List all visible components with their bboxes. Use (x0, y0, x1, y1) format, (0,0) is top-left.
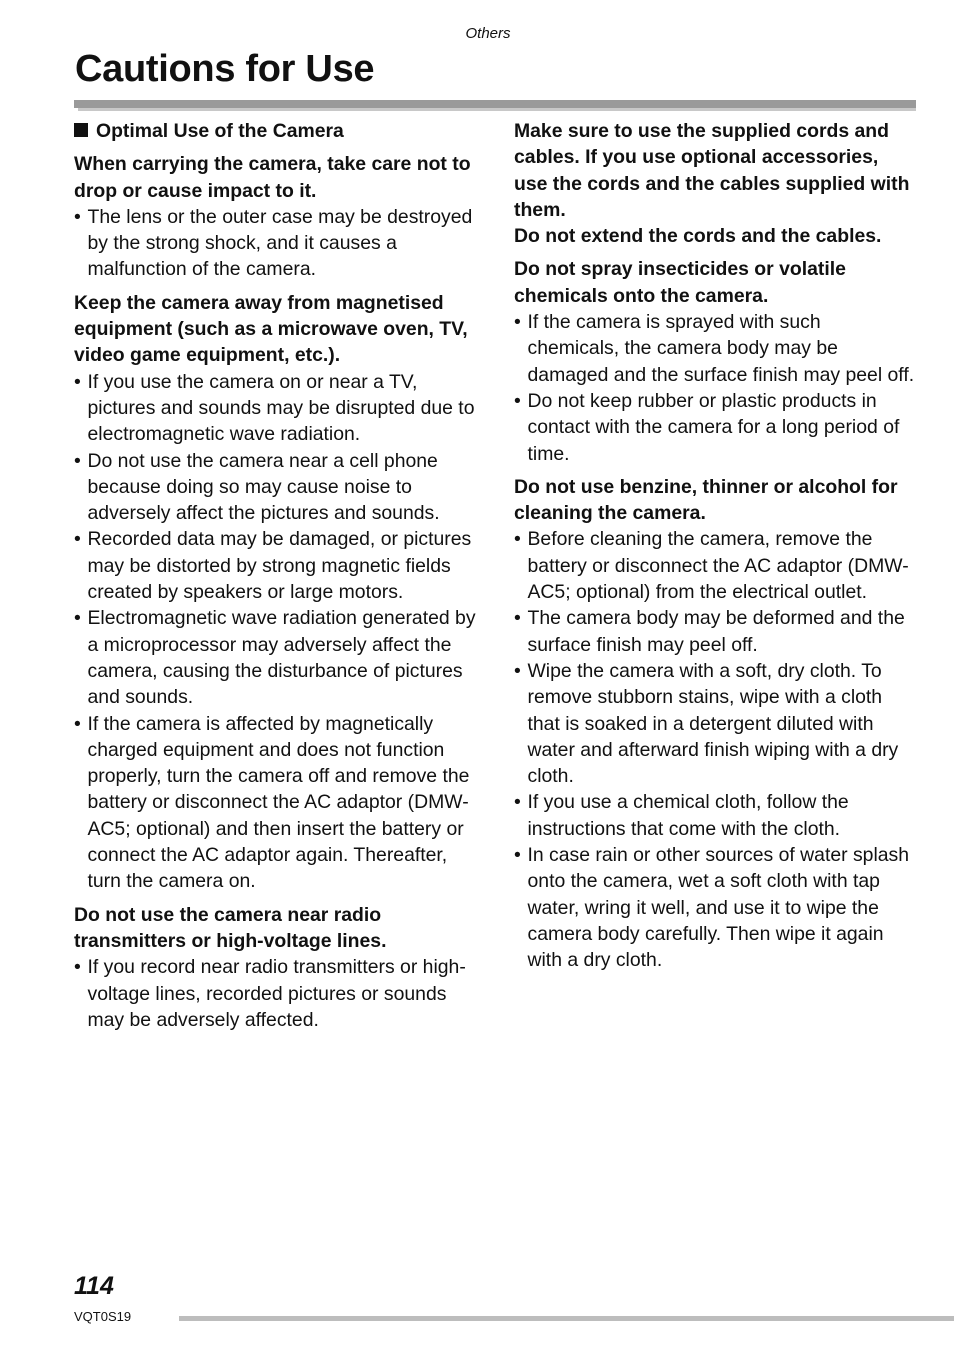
page-number: 114 (74, 1272, 114, 1300)
bullet-item: • Recorded data may be damaged, or pictures may be distorted by strong magnetic fields created by speakers or large motors. (74, 526, 476, 605)
bullet-item: • Electromagnetic wave radiation generated by a microprocessor may adversely affect the camera, causing the disturbance of pictures and sounds. (74, 605, 476, 710)
caution-heading: Make sure to use the supplied cords and cables. If you use optional accessories, use the cords and the cables supplied with them. (514, 120, 910, 221)
footer-rule (179, 1316, 954, 1321)
caution-heading: When carrying the camera, take care not to drop or cause impact to it. (74, 153, 471, 202)
bullet-item: • If you record near radio transmitters or high-voltage lines, recorded pictures or sounds may be adversely affected. (74, 954, 476, 1033)
caution-heading: Do not extend the cords and the cables. (514, 225, 882, 248)
caution-block (514, 474, 916, 974)
caution-block (514, 256, 916, 466)
bullet-item: • Do not use the camera near a cell phone because doing so may cause noise to adversely affect the pictures and sounds. (74, 448, 476, 527)
section-heading-text: Optimal Use of the Camera (96, 120, 344, 142)
bullet-item: • The camera body may be deformed and the surface finish may peel off. (514, 605, 916, 658)
bullet-item: • If the camera is sprayed with such chemicals, the camera body may be damaged and the surface finish may peel off. (514, 309, 916, 388)
left-column (74, 118, 476, 1040)
bullet-item: • If the camera is affected by magnetically charged equipment and does not function properly, turn the camera off and remove the battery or disconnect the AC adaptor (DMW-AC5; optional) and then insert the battery or connect the AC adaptor again. Thereafter, turn the camera on. (74, 711, 476, 895)
caution-block (74, 290, 476, 895)
bullet-item: • If you use the camera on or near a TV, pictures and sounds may be disrupted due to electromagnetic wave radiation. (74, 369, 476, 448)
caution-heading: Do not use the camera near radio transmitters or high-voltage lines. (74, 903, 387, 952)
title-rule (74, 100, 916, 112)
section-label: Others (465, 25, 511, 42)
caution-block (74, 902, 476, 1033)
caution-heading: Do not spray insecticides or volatile chemicals onto the camera. (514, 258, 846, 307)
caution-block (74, 151, 476, 282)
section-heading (74, 118, 476, 144)
page-title: Cautions for Use (75, 48, 375, 90)
document-code: VQT0S19 (74, 1309, 132, 1324)
bullet-item: • Wipe the camera with a soft, dry cloth. To remove stubborn stains, wipe with a cloth that is soaked in a detergent diluted with water and afterward finish wiping with a dry cloth. (514, 658, 916, 789)
caution-block (514, 118, 916, 249)
right-column (514, 118, 916, 981)
bullet-item: • Before cleaning the camera, remove the battery or disconnect the AC adaptor (DMW-AC5; optional) from the electrical outlet. (514, 526, 916, 605)
bullet-item: • If you use a chemical cloth, follow the instructions that come with the cloth. (514, 789, 916, 842)
caution-heading: Keep the camera away from magnetised equipment (such as a microwave oven, TV, video game equipment, etc.). (74, 291, 468, 367)
bullet-item: • The lens or the outer case may be destroyed by the strong shock, and it causes a malfunction of the camera. (74, 204, 476, 283)
bullet-item: • Do not keep rubber or plastic products in contact with the camera for a long period of time. (514, 388, 916, 467)
square-bullet-icon (74, 123, 88, 137)
caution-heading: Do not use benzine, thinner or alcohol for cleaning the camera. (514, 475, 898, 525)
title-rule-bar (74, 100, 916, 108)
title-rule-shadow (78, 108, 916, 111)
bullet-item: • In case rain or other sources of water splash onto the camera, wet a soft cloth with tap water, wring it well, and use it to wipe the camera body carefully. Then wipe it again with a dry cloth. (514, 842, 916, 973)
